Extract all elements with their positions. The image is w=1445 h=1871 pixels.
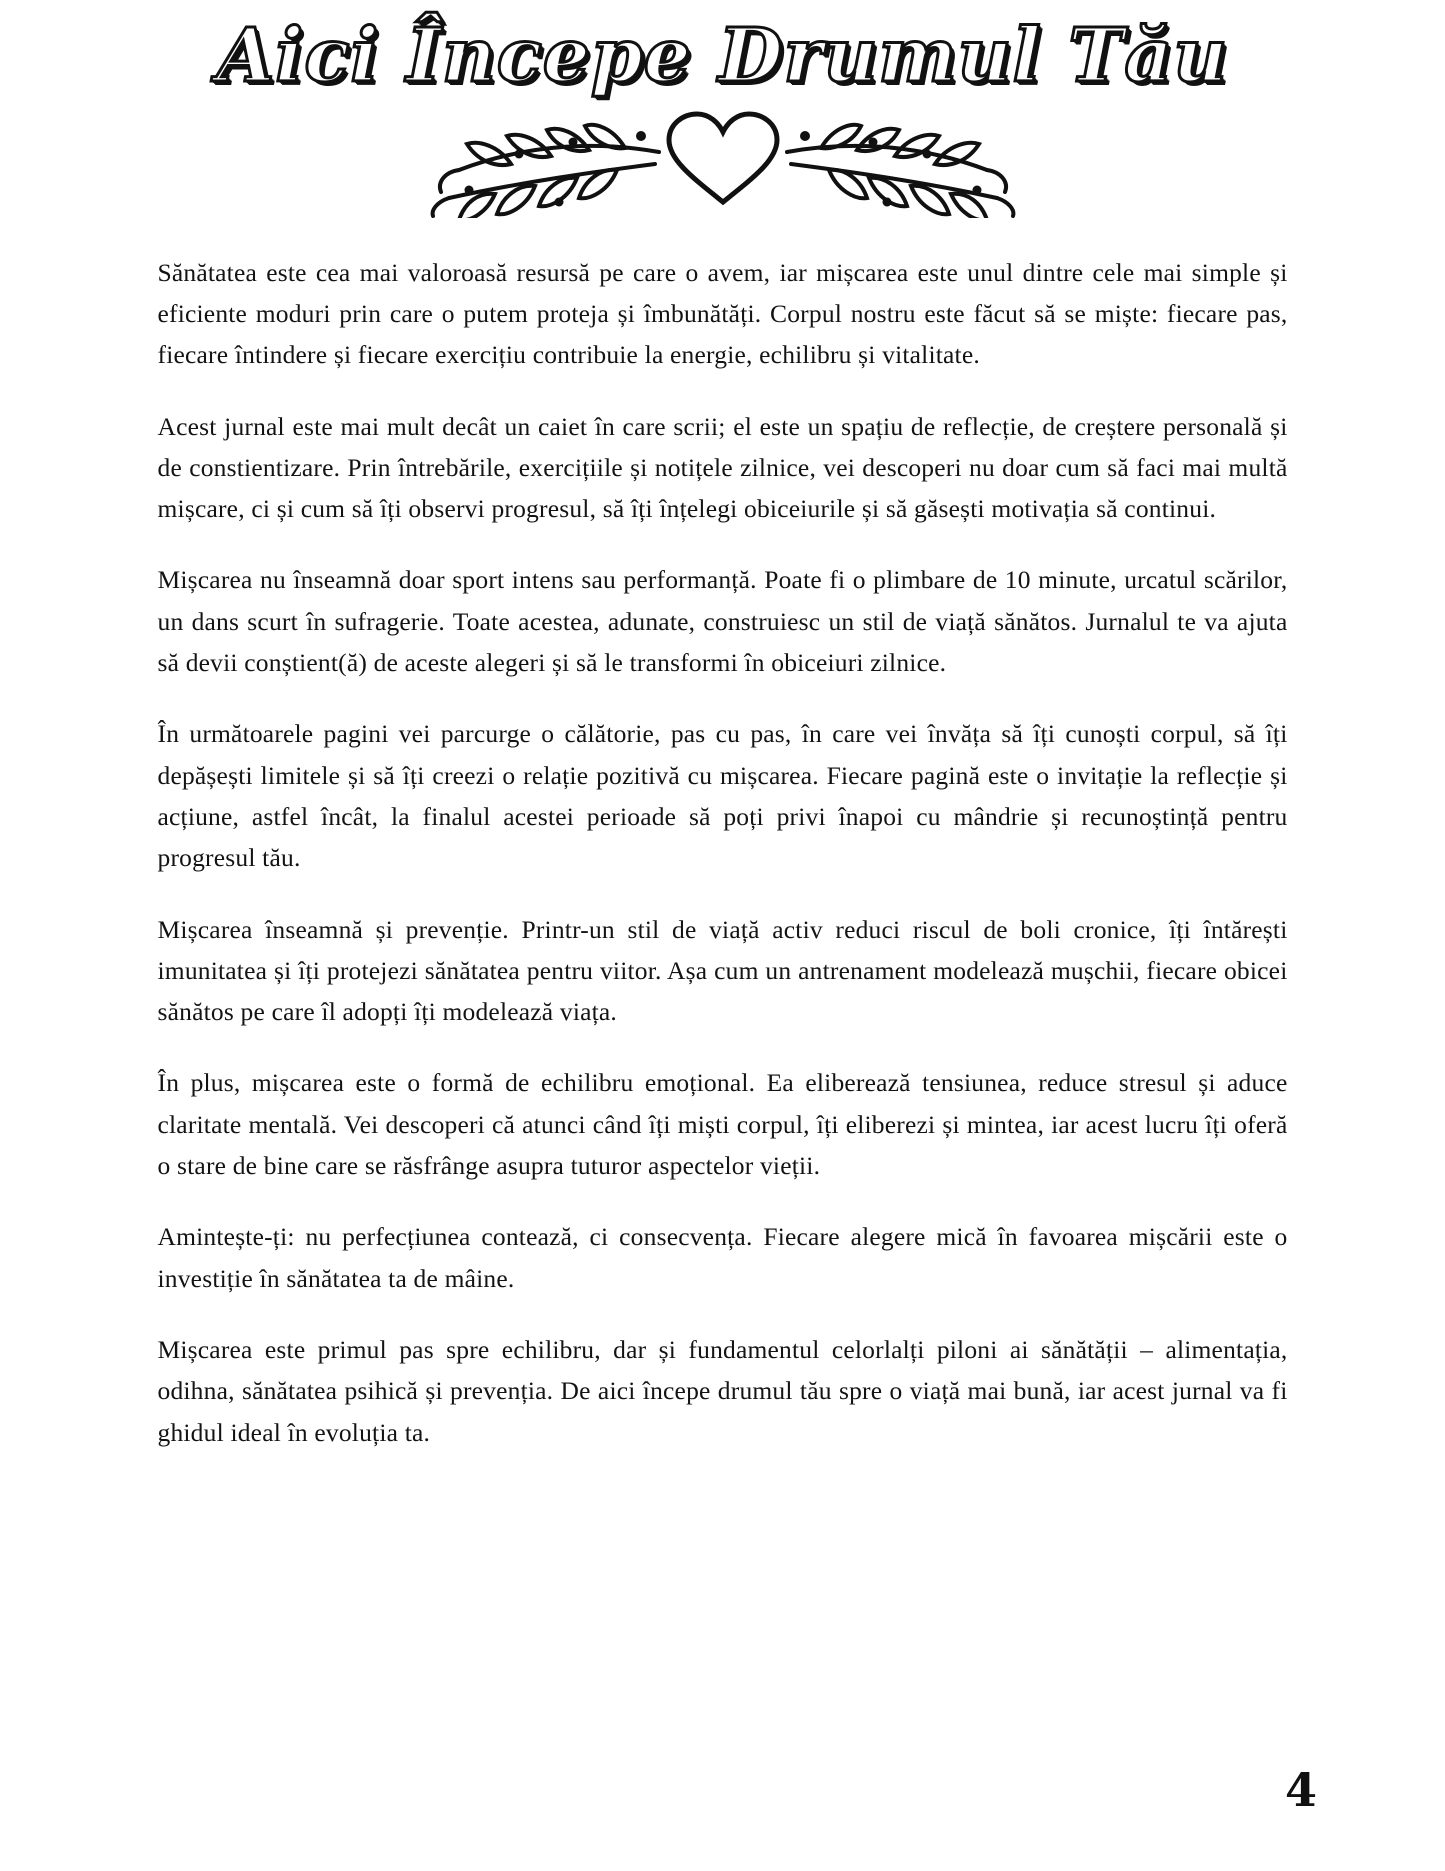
paragraph: Sănătatea este cea mai valoroasă resursă pe care o avem, iar mișcarea este unul dintre cele mai simple și eficiente moduri prin care o putem proteja și îmbunătăți. Corpul nostru este făcut să se miște: fiecare pas, fiecare întindere și fiecare exercițiu contribuie la energie, echilibru și vitalitate. (157, 257, 1288, 370)
page-title: Aici Începe Drumul Tău (216, 13, 1229, 99)
paragraph: În plus, mișcarea este o formă de echilibru emoțional. Ea eliberează tensiunea, reduce stresul și aduce claritate mentală. Vei descoperi că atunci când îți miști corpul, îți eliberezi și mintea, iar acest lucru îți oferă o stare de bine care se răsfrânge asupra tuturor aspectelor vieții. (157, 1068, 1288, 1181)
ornament-divider (0, 98, 1445, 218)
article-body (158, 218, 1288, 1453)
paragraph: Mișcarea nu înseamnă doar sport intens sau performanță. Poate fi o plimbare de 10 minute, urcatul scărilor, un dans scurt în sufragerie. Toate acestea, adunate, construiesc un stil de viață sănătos. Jurnalul te va ajuta să devii conștient(ă) de aceste alegeri și să le transformi în obiceiuri zilnice. (157, 565, 1288, 678)
paragraph: Mișcarea este primul pas spre echilibru, dar și fundamentul celorlalți piloni ai sănătății – alimentația, odihna, sănătatea psihică și prevenția. De aici începe drumul tău spre o viață mai bună, iar acest jurnal va fi ghidul ideal în evoluția ta. (157, 1334, 1288, 1447)
paragraph: Acest jurnal este mai mult decât un caiet în care scrii; el este un spațiu de reflecție, de creștere personală și de constientizare. Prin întrebările, exercițiile și notițele zilnice, vei descoperi nu doar cum să faci mai multă mișcare, ci și cum să îți observi progresul, să îți înțelegi obiceiurile și să găsești motivația să continui. (157, 411, 1288, 524)
floral-heart-divider-icon (273, 98, 1173, 218)
paragraph: Amintește-ți: nu perfecțiunea contează, ci consecvența. Fiecare alegere mică în favoarea mișcării este o investiție în sănătatea ta de mâine. (157, 1222, 1288, 1293)
paragraph: În următoarele pagini vei parcurge o călătorie, pas cu pas, în care vei învăța să îți cunoști corpul, să îți depășești limitele și să îți creezi o relație pozitivă cu mișcarea. Fiecare pagină este o invitație la reflecție și acțiune, astfel încât, la finalul acestei perioade să poți privi înapoi cu mândrie și recunoștință pentru progresul tău. (157, 719, 1288, 873)
page-header (0, 0, 1445, 218)
paragraph: Mișcarea înseamnă și prevenție. Printr-un stil de viață activ reduci riscul de boli cronice, îți întărești imunitatea și îți protejezi sănătatea pentru viitor. Așa cum un antrenament modelează mușchii, fiecare obicei sănătos pe care îl adopți îți modelează viața. (157, 914, 1288, 1027)
page-number: 4 (1284, 1763, 1317, 1817)
